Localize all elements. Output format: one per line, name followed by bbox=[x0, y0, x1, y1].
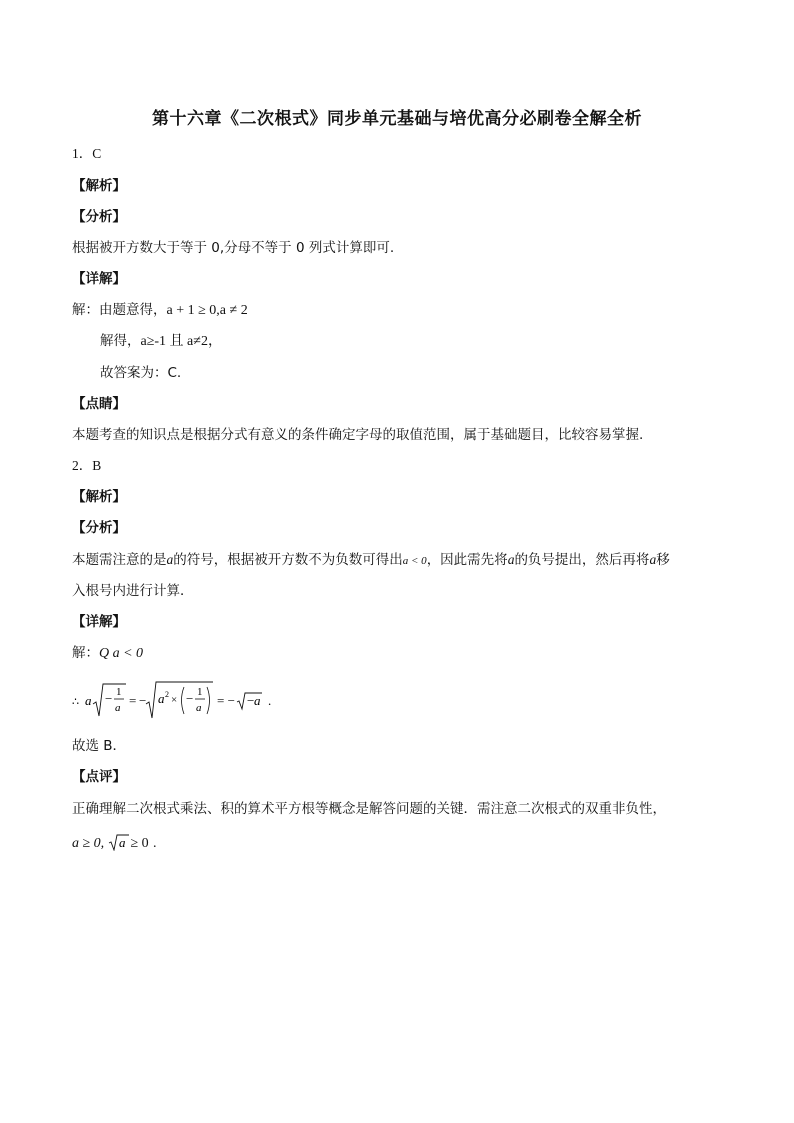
q2-last-radicand: a bbox=[119, 835, 126, 850]
q2-fenxi-var-3: a bbox=[649, 552, 657, 567]
q2-fenxi-line2: 入根号内进行计算． bbox=[72, 583, 194, 599]
q1-dianjing-label: 【点睛】 bbox=[72, 396, 126, 412]
q2-fenxi-label: 【分析】 bbox=[72, 520, 126, 536]
paren-right bbox=[207, 687, 210, 714]
q2-fenxi-part-d: 的负号提出，然后再将 bbox=[514, 552, 650, 568]
formula-end: = − bbox=[217, 693, 235, 708]
q1-step2 bbox=[100, 331, 222, 352]
formula-times: × bbox=[171, 694, 178, 706]
q1-jiexi-label: 【解析】 bbox=[72, 178, 126, 194]
formula-minus-1: − bbox=[105, 691, 113, 706]
sqrt-sign-2 bbox=[146, 682, 213, 718]
q2-last-math bbox=[72, 833, 156, 854]
q2-last-math-a: a ≥ 0, bbox=[72, 836, 105, 851]
formula-minus-3: − bbox=[186, 691, 194, 706]
q2-dianping-label: 【点评】 bbox=[72, 769, 126, 785]
formula-period: . bbox=[268, 693, 272, 708]
q2-step1-math: Q a < 0 bbox=[99, 646, 144, 661]
q1-step1-prefix: 解：由题意得， bbox=[72, 302, 167, 318]
q2-fenxi-condition: a < 0 bbox=[402, 555, 427, 567]
q2-formula bbox=[72, 678, 292, 722]
q1-step2-prefix: 解得， bbox=[100, 333, 141, 349]
q1-fenxi-text: 根据被开方数大于等于 0,分母不等于 0 列式计算即可. bbox=[72, 240, 395, 256]
q2-fenxi-part-b: 的符号，根据被开方数不为负数可得出 bbox=[173, 552, 403, 568]
therefore-symbol: ∴ bbox=[72, 696, 79, 708]
q1-xiangjie-label: 【详解】 bbox=[72, 271, 126, 287]
formula-denom-2: a bbox=[196, 702, 202, 714]
q2-last-math-b: ≥ 0 bbox=[130, 836, 149, 851]
q1-step1 bbox=[72, 300, 248, 321]
paren-left bbox=[182, 687, 185, 714]
q2-last-period: . bbox=[152, 836, 157, 851]
q2-fenxi-var-2: a bbox=[507, 552, 515, 567]
formula-radicand: a bbox=[254, 693, 261, 708]
q1-step1-math: a + 1 ≥ 0,a ≠ 2 bbox=[166, 303, 248, 318]
q2-last-sqrt bbox=[108, 833, 130, 851]
q2-fenxi-part-c: ，因此需先将 bbox=[426, 552, 508, 568]
q2-jiexi-label: 【解析】 bbox=[72, 489, 126, 505]
q2-conclusion: 故选 B． bbox=[72, 738, 127, 754]
page-title: 第十六章《二次根式》同步单元基础与培优高分必刷卷全解全析 bbox=[152, 109, 642, 129]
formula-minus-4: − bbox=[247, 693, 255, 708]
q2-step1-prefix: 解： bbox=[72, 645, 99, 661]
formula-one-2: 1 bbox=[197, 686, 203, 698]
formula-one-1: 1 bbox=[116, 686, 122, 698]
q1-step3: 故答案为：C. bbox=[100, 365, 182, 381]
formula-denom-1: a bbox=[115, 702, 121, 714]
q2-dianping-text: 正确理解二次根式乘法、积的算术平方根等概念是解答问题的关键．需注意二次根式的双重非负性， bbox=[72, 801, 666, 817]
q2-fenxi-part-a: 本题需注意的是 bbox=[72, 552, 167, 568]
q1-dianjing-text: 本题考查的知识点是根据分式有意义的条件确定字母的取值范围，属于基础题目，比较容易掌握. bbox=[72, 427, 644, 443]
q2-fenxi-line1 bbox=[72, 550, 670, 571]
q2-fenxi-var-1: a bbox=[166, 552, 174, 567]
formula-eq-1: = bbox=[129, 693, 137, 708]
q1-step2-math: a≥-1 且 a≠2， bbox=[140, 334, 222, 349]
formula-a: a bbox=[85, 693, 92, 708]
formula-a2: a bbox=[158, 691, 165, 706]
q2-xiangjie-label: 【详解】 bbox=[72, 614, 126, 630]
q1-header: 1．C bbox=[72, 146, 102, 161]
q1-fenxi-label: 【分析】 bbox=[72, 209, 126, 225]
formula-minus-2: − bbox=[139, 693, 147, 708]
formula-square: 2 bbox=[165, 690, 169, 699]
q2-header: 2．B bbox=[72, 458, 102, 473]
q2-fenxi-part-e: 移 bbox=[656, 552, 670, 568]
q2-step1 bbox=[72, 643, 143, 664]
